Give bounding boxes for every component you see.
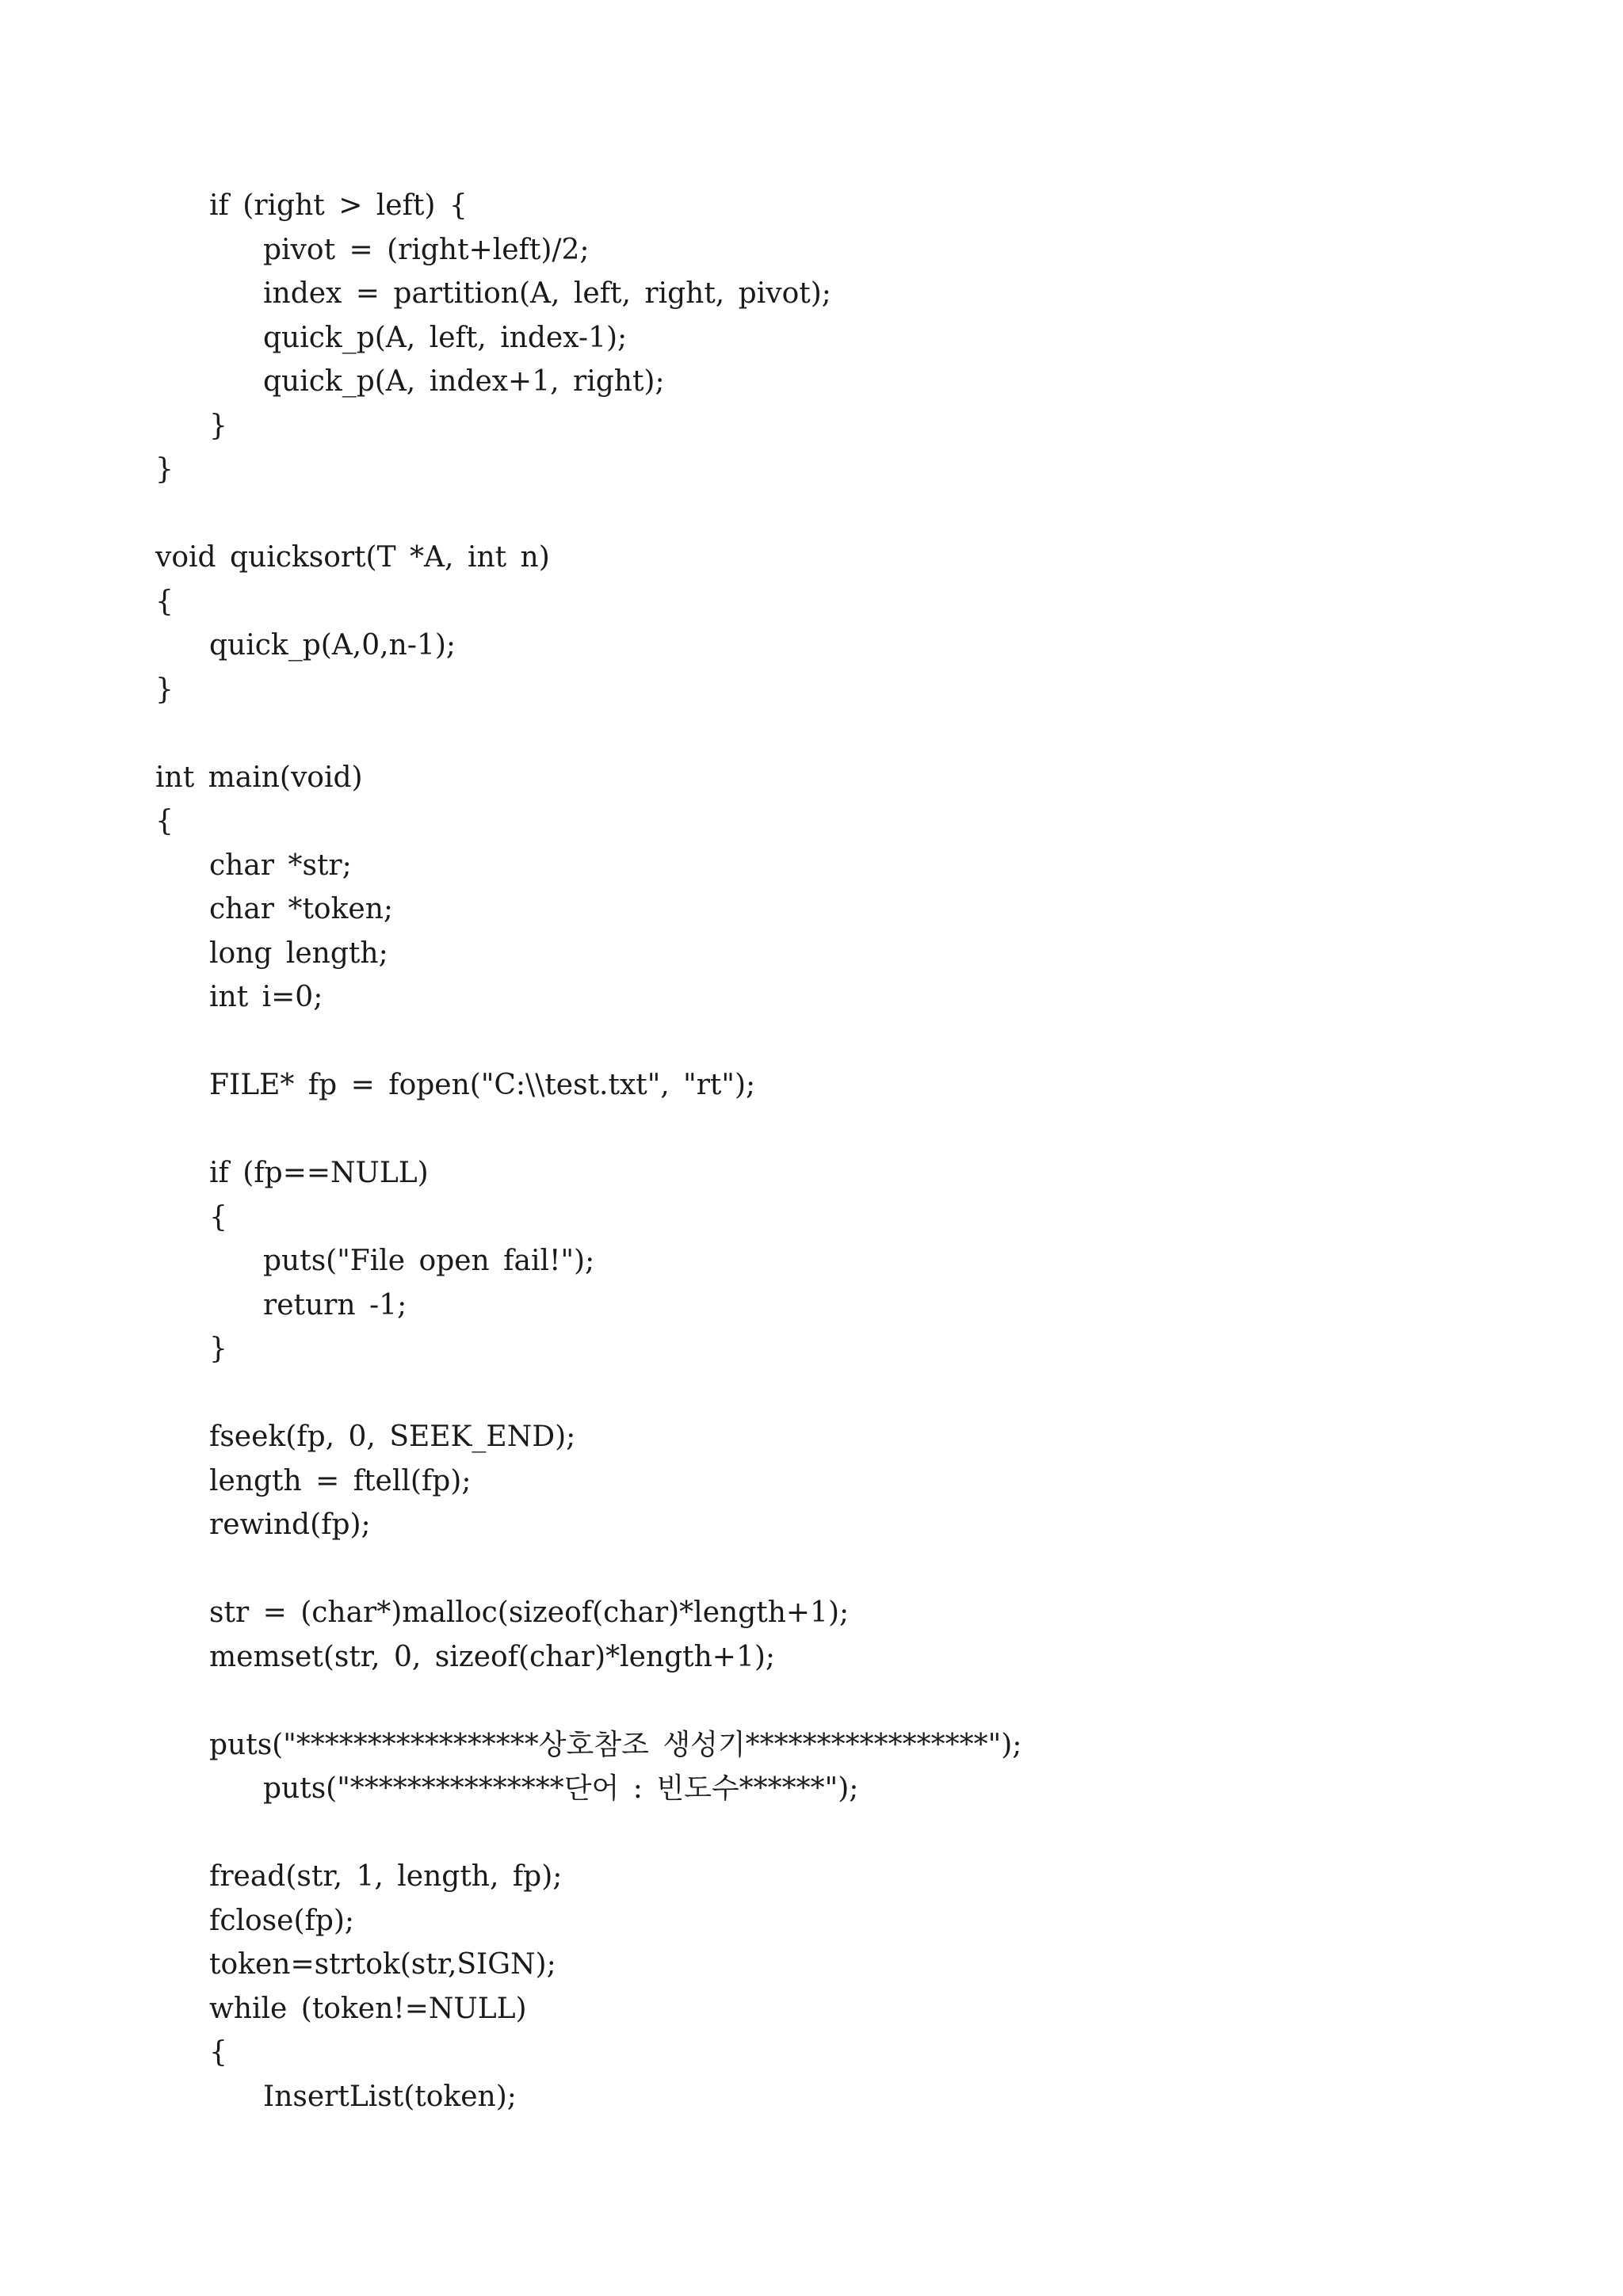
code-line: puts("*****************상호참조 생성기*****************"); — [209, 1728, 1022, 1761]
code-line: FILE* fp = fopen("C:\\test.txt", "rt"); — [209, 1069, 756, 1101]
code-line: } — [209, 1333, 227, 1365]
code-line: token=strtok(str,SIGN); — [209, 1948, 556, 1981]
code-line: quick_p(A, index+1, right); — [263, 365, 665, 398]
code-line: int i=0; — [209, 981, 323, 1013]
code-line: } — [155, 673, 174, 706]
blank-line — [155, 1108, 1582, 1152]
code-line: if (right > left) { — [209, 189, 468, 222]
code-line: return -1; — [263, 1288, 407, 1322]
code-line: pivot = (right+left)/2; — [263, 233, 590, 266]
code-line: int main(void) — [155, 761, 363, 794]
code-line: memset(str, 0, sizeof(char)*length+1); — [209, 1640, 776, 1673]
code-line: puts("***************단어 : 빈도수******"); — [263, 1772, 859, 1805]
code-line: void quicksort(T *A, int n) — [155, 541, 550, 574]
blank-line — [155, 1811, 1582, 1855]
code-line: puts("File open fail!"); — [263, 1245, 595, 1277]
code-line: InsertList(token); — [263, 2080, 517, 2113]
code-line: length = ftell(fp); — [209, 1464, 472, 1497]
blank-line — [155, 1547, 1582, 1592]
blank-line — [155, 1679, 1582, 1723]
code-line: long length; — [209, 936, 388, 970]
code-line: quick_p(A, left, index-1); — [263, 321, 628, 354]
code-line: { — [155, 805, 174, 837]
code-line: while (token!=NULL) — [209, 1992, 527, 2025]
code-line: fclose(fp); — [209, 1904, 355, 1937]
code-line: fseek(fp, 0, SEEK_END); — [209, 1421, 576, 1453]
code-line: str = (char*)malloc(sizeof(char)*length+1); — [209, 1596, 850, 1629]
code-line: { — [209, 2036, 227, 2069]
blank-line — [155, 1020, 1582, 1064]
code-line: index = partition(A, left, right, pivot); — [263, 277, 831, 310]
code-line: if (fp==NULL) — [209, 1157, 429, 1189]
code-line: fread(str, 1, length, fp); — [209, 1860, 563, 1893]
blank-line — [155, 492, 1582, 536]
code-line: } — [209, 409, 227, 442]
code-listing — [155, 184, 1582, 2119]
code-line: quick_p(A,0,n-1); — [209, 629, 456, 662]
blank-line — [155, 711, 1582, 756]
code-line: char *str; — [209, 849, 352, 882]
code-line: rewind(fp); — [209, 1508, 371, 1541]
code-line: } — [155, 453, 174, 486]
blank-line — [155, 1371, 1582, 1416]
code-line: char *token; — [209, 893, 394, 925]
code-line: { — [209, 1200, 227, 1234]
code-line: { — [155, 585, 174, 618]
